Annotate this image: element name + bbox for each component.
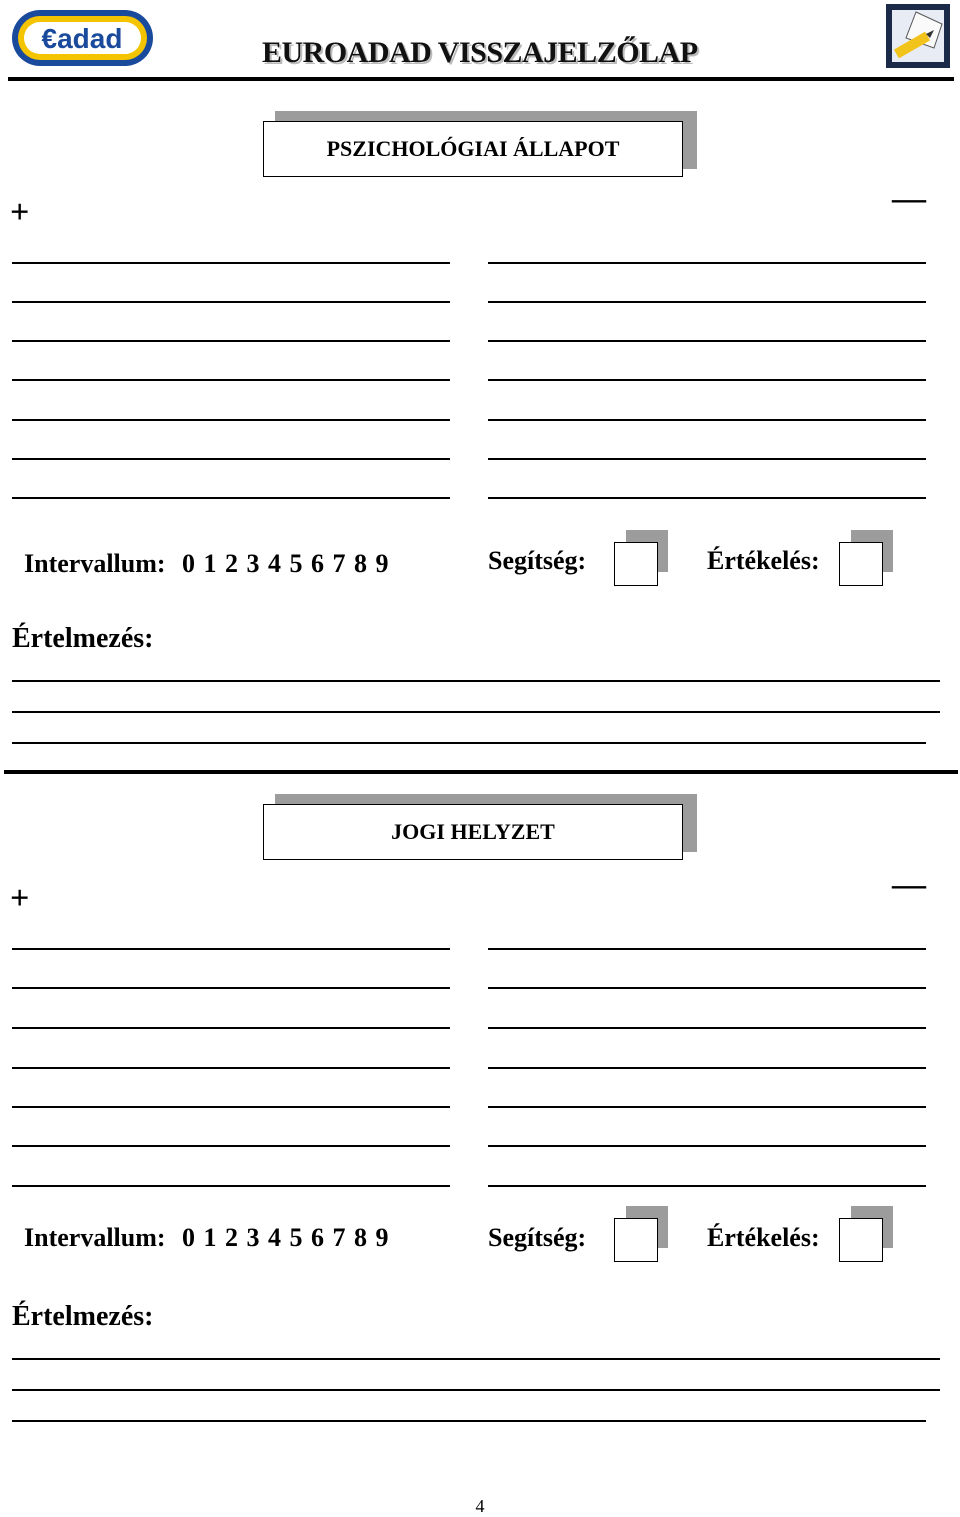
write-line[interactable] — [12, 497, 450, 499]
write-line[interactable] — [488, 1145, 926, 1147]
section-psychological — [0, 0, 960, 700]
interval-value[interactable]: 4 — [268, 549, 282, 578]
interval-value[interactable]: 3 — [246, 1223, 260, 1252]
write-line[interactable] — [488, 948, 926, 950]
help-checkbox[interactable] — [614, 542, 658, 586]
write-line[interactable] — [12, 987, 450, 989]
write-line[interactable] — [12, 1106, 450, 1108]
interval-label: Intervallum: — [24, 549, 166, 578]
help-label: Segítség: — [488, 1223, 587, 1252]
write-line[interactable] — [12, 262, 450, 264]
svg-text:€adad: €adad — [41, 23, 123, 54]
interval-value[interactable]: 1 — [203, 549, 217, 578]
write-line[interactable] — [12, 948, 450, 950]
write-line[interactable] — [488, 379, 926, 381]
section-heading-box — [263, 804, 685, 862]
interval-value[interactable]: 4 — [268, 1223, 282, 1252]
eval-label: Értékelés: — [707, 546, 820, 575]
interval-value[interactable]: 8 — [354, 549, 368, 578]
page-title: EUROADAD VISSZAJELZŐLAP — [262, 36, 698, 69]
eval-checkbox[interactable] — [839, 542, 883, 586]
write-line[interactable] — [488, 340, 926, 342]
page-number: 4 — [475, 1496, 485, 1516]
interval-value[interactable]: 7 — [332, 1223, 346, 1252]
interval-value[interactable]: 0 — [182, 1223, 196, 1252]
write-line[interactable] — [488, 987, 926, 989]
interval-label: Intervallum: — [24, 1223, 166, 1252]
write-line[interactable] — [488, 1067, 926, 1069]
write-line[interactable] — [488, 1106, 926, 1108]
plus-sign: + — [10, 194, 30, 231]
eval-checkbox[interactable] — [839, 1218, 883, 1262]
write-line[interactable] — [488, 262, 926, 264]
interval-value[interactable]: 8 — [354, 1223, 368, 1252]
interval-value[interactable]: 3 — [246, 549, 260, 578]
interval-value[interactable]: 6 — [311, 549, 325, 578]
write-line[interactable] — [12, 340, 450, 342]
write-line[interactable] — [488, 1027, 926, 1029]
section-heading: JOGI HELYZET — [263, 804, 683, 860]
interval-value[interactable]: 2 — [225, 549, 239, 578]
write-line[interactable] — [12, 1027, 450, 1029]
plus-sign: + — [10, 880, 30, 917]
minus-sign: — — [892, 866, 926, 903]
write-line[interactable] — [488, 419, 926, 421]
interval-value[interactable]: 0 — [182, 549, 196, 578]
interpretation-line[interactable] — [12, 1358, 940, 1360]
interval-value[interactable]: 5 — [289, 549, 303, 578]
interpretation-line[interactable] — [12, 1420, 926, 1422]
write-line[interactable] — [12, 301, 450, 303]
interval-value[interactable]: 7 — [332, 549, 346, 578]
write-line[interactable] — [488, 497, 926, 499]
interval-value[interactable]: 1 — [203, 1223, 217, 1252]
interval-row — [24, 1223, 397, 1253]
section-heading-box — [263, 121, 685, 179]
interpretation-label: Értelmezés: — [12, 1301, 154, 1332]
write-line[interactable] — [12, 1145, 450, 1147]
write-line[interactable] — [12, 379, 450, 381]
interpretation-line[interactable] — [12, 680, 940, 682]
write-line[interactable] — [488, 301, 926, 303]
section-legal — [0, 683, 960, 1383]
help-checkbox[interactable] — [614, 1218, 658, 1262]
write-line[interactable] — [12, 1067, 450, 1069]
write-line[interactable] — [488, 458, 926, 460]
write-line[interactable] — [488, 1185, 926, 1187]
interval-row — [24, 549, 397, 579]
interpretation-line[interactable] — [12, 1389, 940, 1391]
interval-value[interactable]: 9 — [375, 549, 389, 578]
write-line[interactable] — [12, 419, 450, 421]
interval-value[interactable]: 6 — [311, 1223, 325, 1252]
help-label: Segítség: — [488, 546, 587, 575]
write-line[interactable] — [12, 458, 450, 460]
interpretation-label: Értelmezés: — [12, 623, 154, 654]
write-line[interactable] — [12, 1185, 450, 1187]
eval-label: Értékelés: — [707, 1223, 820, 1252]
section-heading: PSZICHOLÓGIAI ÁLLAPOT — [263, 121, 683, 177]
interval-value[interactable]: 2 — [225, 1223, 239, 1252]
interval-value[interactable]: 9 — [375, 1223, 389, 1252]
minus-sign: — — [892, 180, 926, 217]
interval-value[interactable]: 5 — [289, 1223, 303, 1252]
